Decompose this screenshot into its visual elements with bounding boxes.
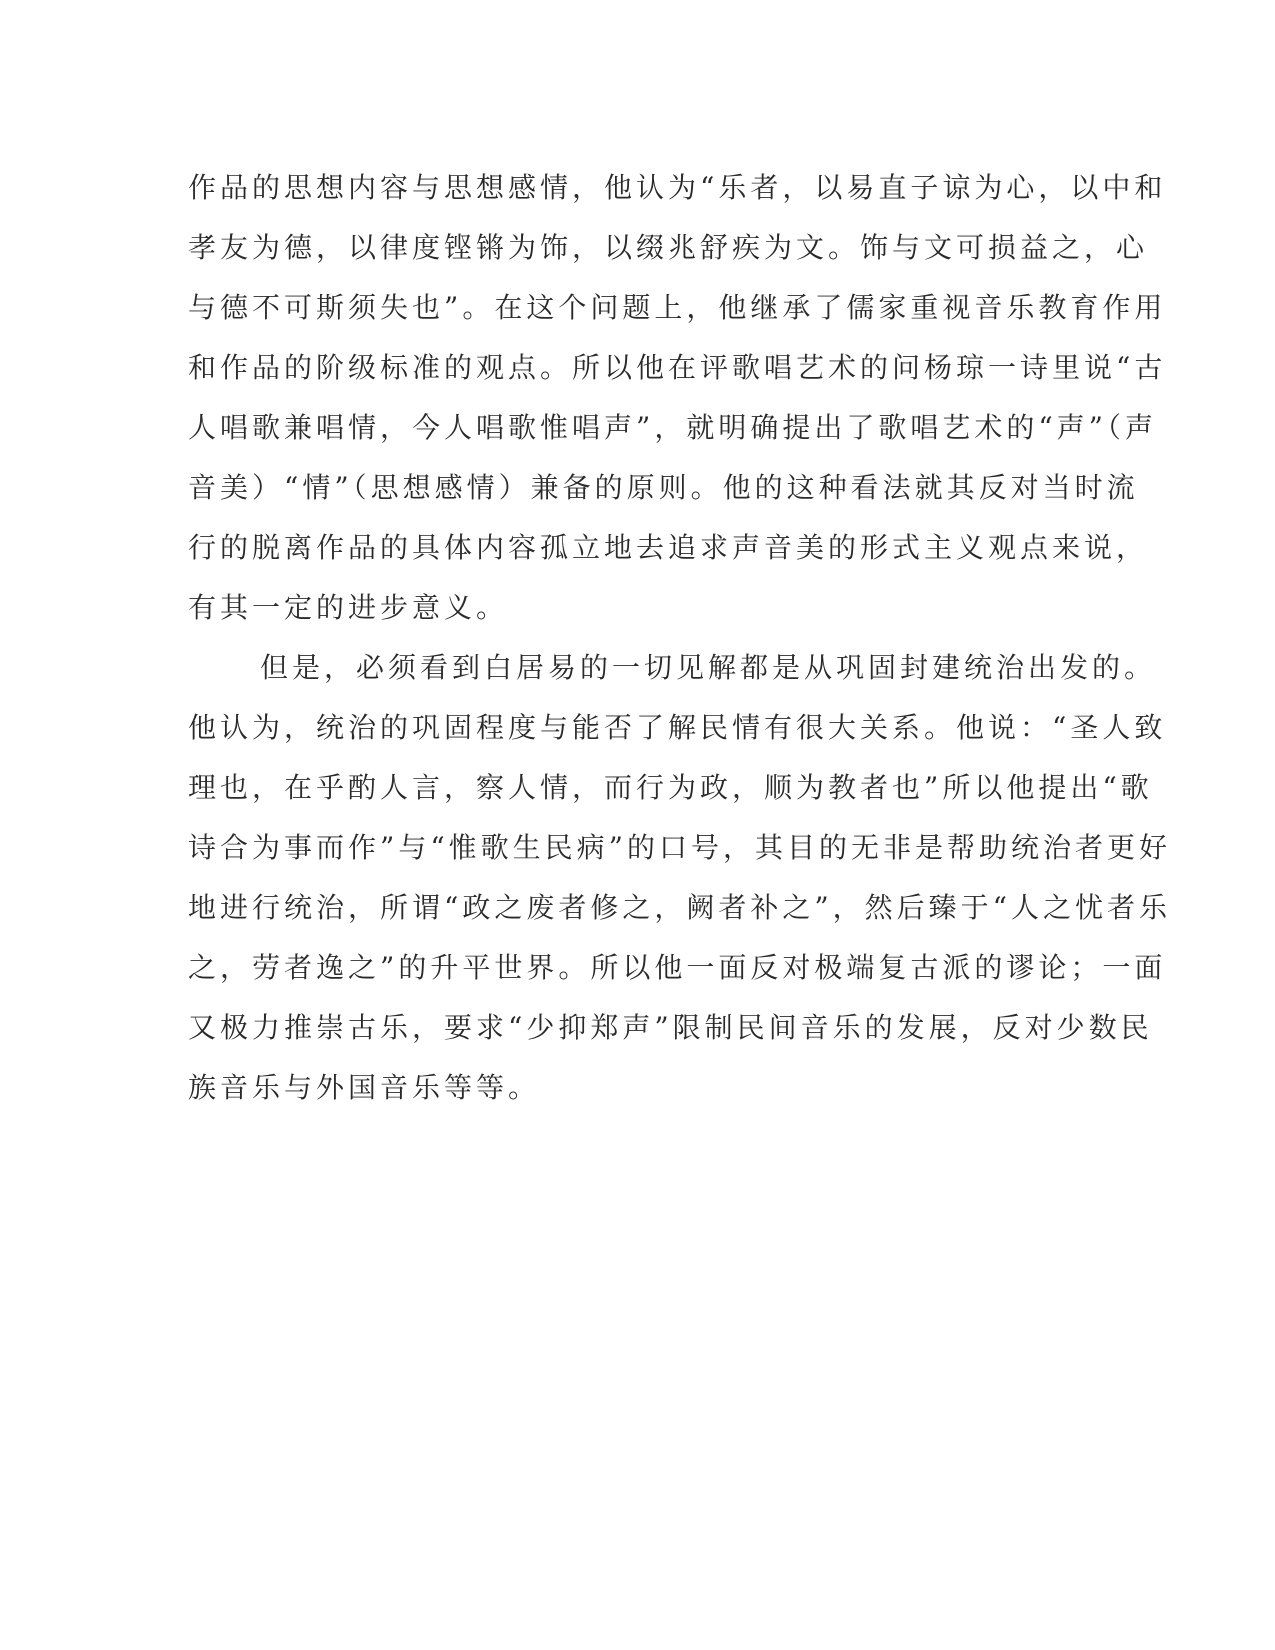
text-line: 和作品的阶级标准的观点。所以他在评歌唱艺术的问杨琼一诗里说“古: [188, 351, 1167, 384]
text-line: 作品的思想内容与思想感情，他认为“乐者，以易直子谅为心，以中和: [188, 171, 1167, 204]
text-line: 与德不可斯须失也”。在这个问题上，他继承了儒家重视音乐教育作用: [188, 291, 1167, 324]
text-line: 孝友为德，以律度铿锵为饰，以缀兆舒疾为文。饰与文可损益之，心: [188, 231, 1149, 264]
paragraph-2: [188, 638, 1171, 1118]
text-line: 族音乐与外国音乐等等。: [188, 1071, 541, 1104]
paragraph-1: [188, 158, 1167, 638]
text-line: 之，劳者逸之”的升平世界。所以他一面反对极端复古派的谬论；一面: [188, 951, 1167, 984]
text-line: 但是，必须看到白居易的一切见解都是从巩固封建统治出发的。: [260, 651, 1157, 684]
text-line: 行的脱离作品的具体内容孤立地去追求声音美的形式主义观点来说，: [188, 531, 1149, 564]
text-line: 地进行统治，所谓“政之废者修之，阙者补之”，然后臻于“人之忧者乐: [188, 891, 1171, 924]
text-line: 人唱歌兼唱情，今人唱歌惟唱声”，就明确提出了歌唱艺术的“声”（声: [188, 411, 1157, 444]
text-line: 有其一定的进步意义。: [188, 591, 509, 624]
text-line: 他认为，统治的巩固程度与能否了解民情有很大关系。他说：“圣人致: [188, 711, 1167, 744]
text-line: 又极力推崇古乐，要求“少抑郑声”限制民间音乐的发展，反对少数民: [188, 1011, 1153, 1044]
text-line: 理也，在乎酌人言，察人情，而行为政，顺为教者也”所以他提出“歌: [188, 771, 1153, 804]
text-line: 诗合为事而作”与“惟歌生民病”的口号，其目的无非是帮助统治者更好: [188, 831, 1171, 864]
text-line: 音美）“情”（思想感情）兼备的原则。他的这种看法就其反对当时流: [188, 471, 1139, 504]
body-text: [188, 158, 1171, 1118]
